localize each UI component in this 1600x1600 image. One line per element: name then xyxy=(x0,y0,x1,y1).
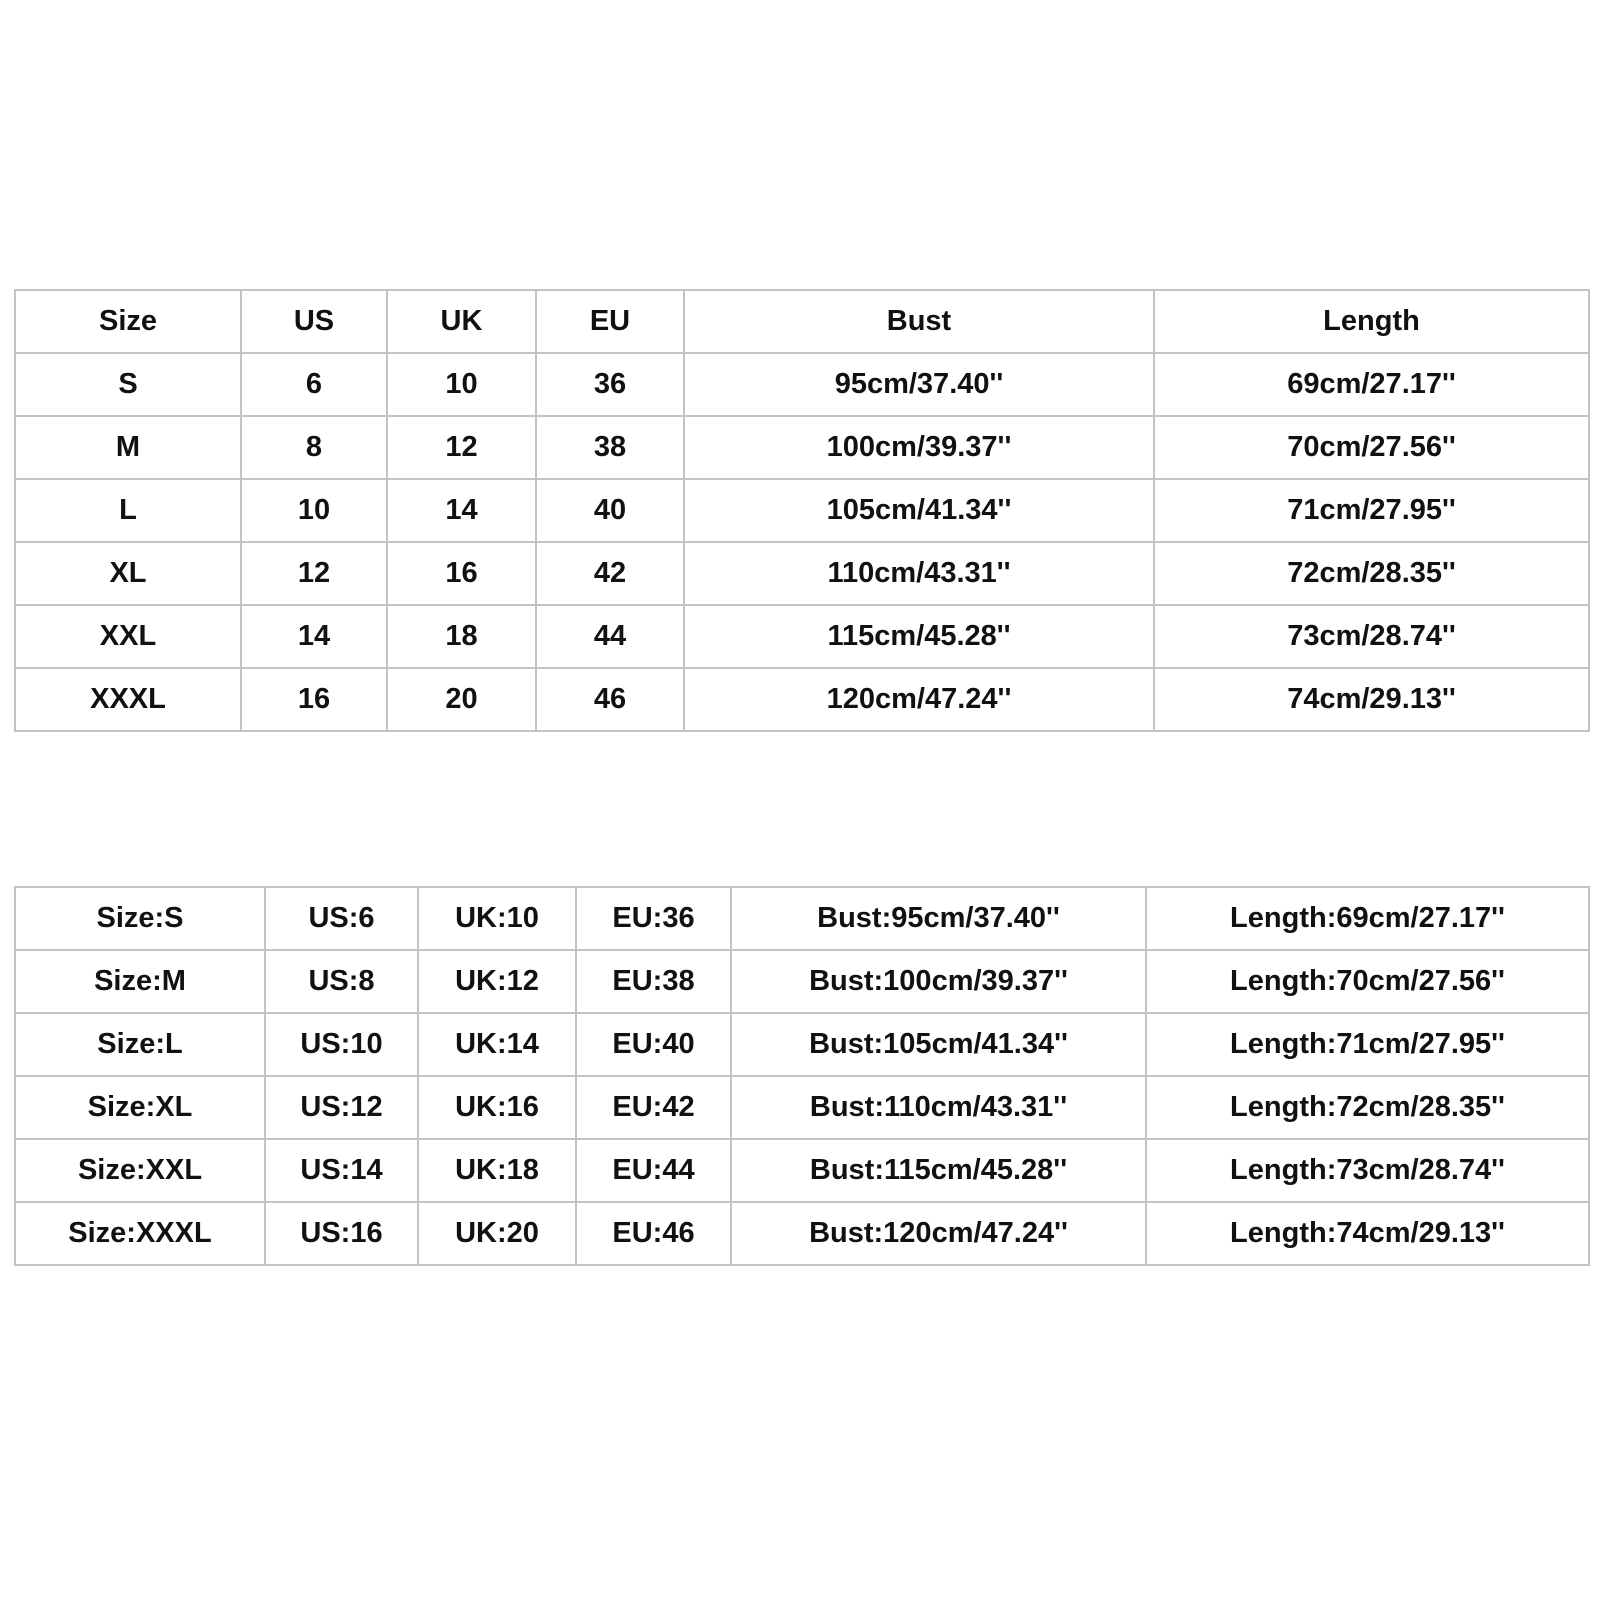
cell-length: 70cm/27.56'' xyxy=(1154,416,1589,479)
cell-us: 8 xyxy=(241,416,387,479)
cell-size: S xyxy=(15,353,241,416)
labeled-size-chart-table xyxy=(14,886,1590,1266)
cell-length: Length:72cm/28.35'' xyxy=(1146,1076,1589,1139)
table-row xyxy=(15,1076,1589,1139)
cell-uk: 16 xyxy=(387,542,536,605)
cell-us: 10 xyxy=(241,479,387,542)
cell-us: 12 xyxy=(241,542,387,605)
cell-size: XL xyxy=(15,542,241,605)
cell-size: M xyxy=(15,416,241,479)
table-row xyxy=(15,605,1589,668)
cell-eu: 40 xyxy=(536,479,684,542)
cell-bust: Bust:120cm/47.24'' xyxy=(731,1202,1146,1265)
table-row xyxy=(15,416,1589,479)
cell-eu: EU:40 xyxy=(576,1013,731,1076)
table-row xyxy=(15,668,1589,731)
cell-uk: UK:18 xyxy=(418,1139,576,1202)
cell-size: XXL xyxy=(15,605,241,668)
cell-bust: 115cm/45.28'' xyxy=(684,605,1154,668)
cell-us: US:14 xyxy=(265,1139,418,1202)
table-row xyxy=(15,542,1589,605)
table-row xyxy=(15,887,1589,950)
cell-length: 73cm/28.74'' xyxy=(1154,605,1589,668)
cell-eu: 42 xyxy=(536,542,684,605)
cell-eu: 38 xyxy=(536,416,684,479)
cell-us: 6 xyxy=(241,353,387,416)
cell-us: US:12 xyxy=(265,1076,418,1139)
cell-uk: UK:16 xyxy=(418,1076,576,1139)
table-header-row xyxy=(15,290,1589,353)
table-row xyxy=(15,1202,1589,1265)
cell-eu: 36 xyxy=(536,353,684,416)
table-row xyxy=(15,353,1589,416)
cell-eu: 44 xyxy=(536,605,684,668)
table-row xyxy=(15,1013,1589,1076)
cell-eu: EU:44 xyxy=(576,1139,731,1202)
header-uk: UK xyxy=(387,290,536,353)
cell-size: Size:S xyxy=(15,887,265,950)
cell-size: XXXL xyxy=(15,668,241,731)
cell-us: US:16 xyxy=(265,1202,418,1265)
table-row xyxy=(15,479,1589,542)
cell-bust: Bust:105cm/41.34'' xyxy=(731,1013,1146,1076)
header-us: US xyxy=(241,290,387,353)
cell-bust: 105cm/41.34'' xyxy=(684,479,1154,542)
cell-length: 72cm/28.35'' xyxy=(1154,542,1589,605)
cell-bust: Bust:100cm/39.37'' xyxy=(731,950,1146,1013)
table-row xyxy=(15,950,1589,1013)
header-eu: EU xyxy=(536,290,684,353)
cell-uk: 14 xyxy=(387,479,536,542)
table-row xyxy=(15,1139,1589,1202)
cell-length: Length:69cm/27.17'' xyxy=(1146,887,1589,950)
cell-uk: 10 xyxy=(387,353,536,416)
cell-length: 69cm/27.17'' xyxy=(1154,353,1589,416)
size-chart-table xyxy=(14,289,1590,732)
cell-bust: 100cm/39.37'' xyxy=(684,416,1154,479)
cell-eu: EU:36 xyxy=(576,887,731,950)
cell-bust: 110cm/43.31'' xyxy=(684,542,1154,605)
cell-us: US:10 xyxy=(265,1013,418,1076)
cell-uk: UK:14 xyxy=(418,1013,576,1076)
cell-size: Size:M xyxy=(15,950,265,1013)
cell-uk: UK:12 xyxy=(418,950,576,1013)
cell-length: 71cm/27.95'' xyxy=(1154,479,1589,542)
cell-bust: 120cm/47.24'' xyxy=(684,668,1154,731)
cell-uk: 12 xyxy=(387,416,536,479)
cell-bust: Bust:115cm/45.28'' xyxy=(731,1139,1146,1202)
cell-length: Length:74cm/29.13'' xyxy=(1146,1202,1589,1265)
cell-eu: EU:42 xyxy=(576,1076,731,1139)
cell-length: Length:73cm/28.74'' xyxy=(1146,1139,1589,1202)
cell-length: 74cm/29.13'' xyxy=(1154,668,1589,731)
cell-size: Size:XXL xyxy=(15,1139,265,1202)
cell-length: Length:70cm/27.56'' xyxy=(1146,950,1589,1013)
header-size: Size xyxy=(15,290,241,353)
cell-uk: 18 xyxy=(387,605,536,668)
cell-bust: Bust:110cm/43.31'' xyxy=(731,1076,1146,1139)
cell-uk: 20 xyxy=(387,668,536,731)
cell-size: Size:XL xyxy=(15,1076,265,1139)
cell-uk: UK:20 xyxy=(418,1202,576,1265)
cell-bust: Bust:95cm/37.40'' xyxy=(731,887,1146,950)
cell-eu: EU:46 xyxy=(576,1202,731,1265)
cell-size: Size:L xyxy=(15,1013,265,1076)
cell-us: 14 xyxy=(241,605,387,668)
cell-size: L xyxy=(15,479,241,542)
cell-us: 16 xyxy=(241,668,387,731)
cell-eu: EU:38 xyxy=(576,950,731,1013)
cell-length: Length:71cm/27.95'' xyxy=(1146,1013,1589,1076)
cell-bust: 95cm/37.40'' xyxy=(684,353,1154,416)
cell-eu: 46 xyxy=(536,668,684,731)
cell-uk: UK:10 xyxy=(418,887,576,950)
cell-us: US:6 xyxy=(265,887,418,950)
header-bust: Bust xyxy=(684,290,1154,353)
header-length: Length xyxy=(1154,290,1589,353)
cell-size: Size:XXXL xyxy=(15,1202,265,1265)
cell-us: US:8 xyxy=(265,950,418,1013)
